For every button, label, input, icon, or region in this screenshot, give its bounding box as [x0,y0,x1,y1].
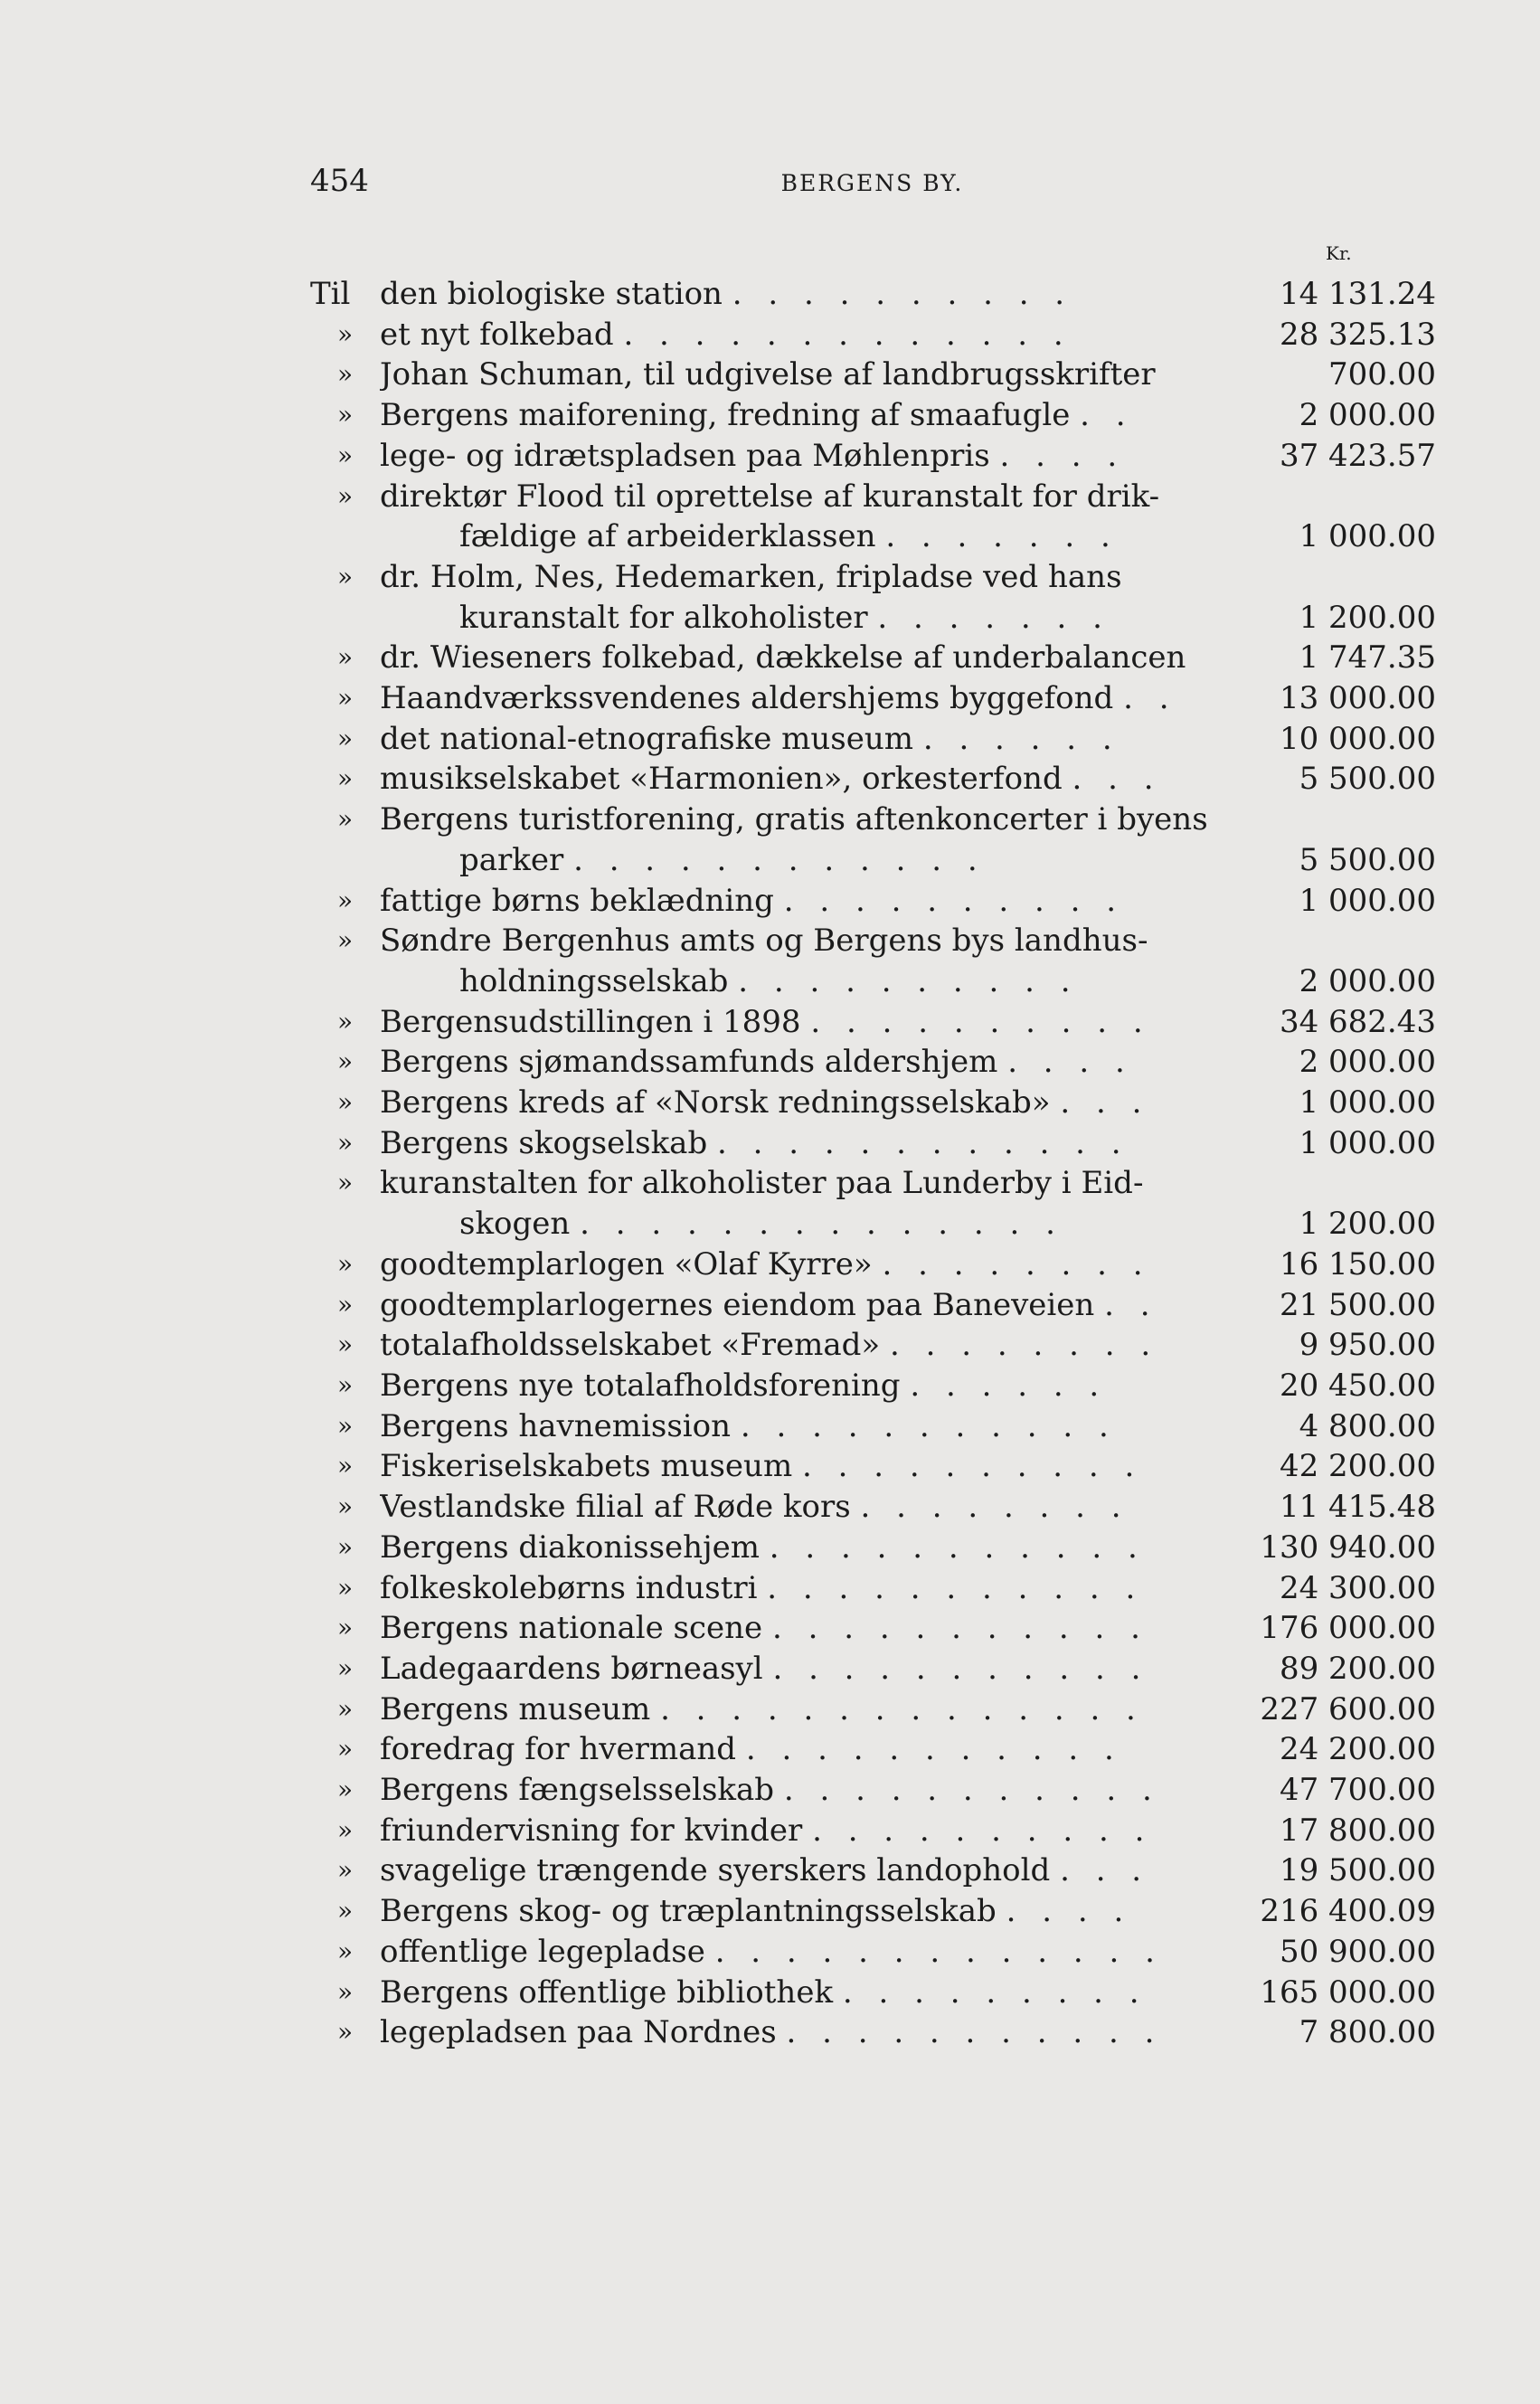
entry-amount: 14 131.24 [1279,276,1436,312]
dot-leader: . . . . . . . . . . [802,1448,1143,1485]
entry-prefix: » [337,1775,354,1805]
entry-prefix: Til [310,276,351,312]
list-item [310,800,1436,880]
dot-leader: . . . . . . . . . . . . . [623,316,1072,353]
list-item [310,1932,1436,1973]
list-item [310,678,1436,719]
entry-text: Bergens nationale scene [380,1610,763,1647]
entry-prefix: » [337,1087,354,1118]
dot-leader: . . . . . . . . . . [810,1003,1151,1040]
entry-amount: 1 000.00 [1299,518,1436,555]
entry-text: legepladsen paa Nordnes [380,2014,777,2051]
list-item [310,1446,1436,1487]
list-item [310,1002,1436,1043]
dot-leader: . . . . . . . . . . [732,276,1073,312]
entry-text: lege- og idrætspladsen paa Møhlenpris [380,437,990,474]
list-item [310,1245,1436,1285]
dot-leader: . . . . . . . . . [842,1973,1148,2011]
entry-text: musikselskabet «Harmonien», orkesterfond [380,761,1063,798]
entry-amount: 16 150.00 [1279,1245,1436,1282]
entry-text: Bergensudstillingen i 1898 [380,1003,801,1040]
entry-prefix: » [337,1976,354,2007]
entry-amount: 1 747.35 [1299,639,1436,677]
entry-prefix: » [337,1046,354,1077]
dot-leader: . . . . . . . . . . . . [717,1124,1129,1161]
appropriation-list [310,274,1436,2053]
list-item [310,355,1436,395]
entry-prefix: » [337,359,354,390]
entry-prefix: » [337,885,354,915]
entry-text: dr. Wieseners folkebad, dækkelse af underbalancen [380,639,1186,677]
list-item [310,759,1436,800]
entry-prefix: » [337,400,354,431]
entry-text: Bergens sjømandssamfunds aldershjem [380,1044,998,1081]
entry-amount: 227 600.00 [1260,1690,1436,1727]
entry-amount: 9 950.00 [1299,1327,1436,1364]
entry-amount: 17 800.00 [1279,1812,1436,1849]
entry-prefix: » [337,480,354,511]
entry-text: Bergens kreds af «Norsk redningsselskab» [380,1084,1051,1122]
entry-prefix: » [337,2017,354,2048]
list-item [310,719,1436,760]
list-item [310,2012,1436,2053]
page-number: 454 [310,163,369,199]
entry-amount: 1 200.00 [1299,1206,1436,1243]
entry-text: Bergens maiforening, fredning af smaafugle [380,397,1071,434]
list-item [310,638,1436,678]
entry-amount: 21 500.00 [1279,1286,1436,1323]
entry-amount: 700.00 [1328,356,1436,393]
dot-leader: . . . . . . . . . . . [786,2014,1163,2051]
list-item [310,1487,1436,1528]
entry-text: kuranstalt for alkoholister [459,599,868,636]
entry-amount: 28 325.13 [1279,316,1436,353]
entry-prefix: » [337,440,354,470]
entry-text: holdningsselskab [459,962,729,999]
entry-amount: 42 200.00 [1279,1448,1436,1485]
dot-leader: . . . . . . . . . . . [772,1650,1149,1687]
entry-text: svagelige trængende syerskers landophold [380,1852,1051,1889]
list-item [310,1123,1436,1164]
entry-amount: 24 300.00 [1279,1569,1436,1606]
entry-text: skogen [459,1206,571,1243]
dot-leader: . . . . [999,437,1126,474]
entry-text: Bergens fængselsselskab [380,1772,775,1809]
page-header [310,163,1434,208]
entry-amount: 47 700.00 [1279,1772,1436,1809]
dot-leader: . . . . . . . . . . . . . . [580,1206,1063,1243]
entry-prefix: » [337,642,354,673]
entry-amount: 216 400.09 [1260,1893,1436,1930]
list-item [310,1325,1436,1366]
dot-leader: . . . . . . . [885,518,1119,555]
list-item [310,1811,1436,1851]
dot-leader: . . . . . . . . [860,1489,1129,1526]
dot-leader: . . . . . . . . . . [812,1812,1153,1849]
entry-amount: 2 000.00 [1299,962,1436,999]
entry-text: et nyt folkebad [380,316,614,353]
dot-leader: . . . . . . . . [882,1245,1151,1282]
running-title: BERGENS BY. [780,170,964,196]
entry-amount: 176 000.00 [1260,1610,1436,1647]
entry-amount: 34 682.43 [1279,1003,1436,1040]
list-item [310,1689,1436,1730]
dot-leader: . . . [1060,1852,1150,1889]
dot-leader: . . . . . . . . . . . . [573,841,986,878]
dot-leader: . . . . . . . . . . [783,882,1125,919]
entry-amount: 10 000.00 [1279,720,1436,757]
entry-text: Ladegaardens børneasyl [380,1650,763,1687]
entry-text: Bergens skogselskab [380,1124,708,1161]
list-item [310,1608,1436,1649]
entry-prefix: » [337,1572,354,1603]
dot-leader: . . . . . . [910,1367,1108,1404]
entry-prefix: » [337,1330,354,1360]
dot-leader: . . . . . . . . . . . [745,1731,1122,1768]
list-item [310,1973,1436,2013]
entry-amount: 37 423.57 [1279,437,1436,474]
entry-text: direktør Flood til oprettelse af kuranstalt for drik- [380,478,1160,515]
list-item [310,274,1436,315]
list-item [310,436,1436,477]
entry-amount: 5 500.00 [1299,841,1436,878]
dot-leader: . . . . . . [922,720,1120,757]
list-item [310,1649,1436,1689]
entry-text: friundervisning for kvinder [380,1812,803,1849]
entry-amount: 50 900.00 [1279,1933,1436,1970]
dot-leader: . . . . . . . . . . . . . . [660,1690,1144,1727]
entry-text: Bergens nye totalafholdsforening [380,1367,901,1404]
dot-leader: . . . . [1007,1044,1133,1081]
list-item [310,881,1436,922]
entry-text: folkeskolebørns industri [380,1569,758,1606]
entry-text: parker [459,841,564,878]
list-item [310,1285,1436,1326]
entry-prefix: » [337,1248,354,1279]
entry-amount: 5 500.00 [1299,761,1436,798]
dot-leader: . . . . . . . . . . . . . [714,1933,1163,1970]
entry-prefix: » [337,1168,354,1198]
entry-prefix: » [337,318,354,349]
entry-prefix: » [337,1693,354,1724]
entry-prefix: » [337,1613,354,1643]
entry-prefix: » [337,1531,354,1562]
dot-leader: . . . . . . . . . . . [740,1407,1117,1444]
entry-text: Bergens skog- og træplantningsselskab [380,1893,997,1930]
entry-amount: 2 000.00 [1299,397,1436,434]
list-item [310,395,1436,436]
list-item [310,477,1436,557]
entry-prefix: » [337,1896,354,1926]
entry-text: Bergens turistforening, gratis aftenkoncerter i byens [380,801,1208,838]
dot-leader: . . . [1060,1084,1150,1122]
list-item [310,1770,1436,1811]
entry-prefix: » [337,683,354,714]
list-item [310,557,1436,638]
entry-prefix: » [337,723,354,753]
entry-amount: 1 000.00 [1299,1084,1436,1122]
entry-text: Søndre Bergenhus amts og Bergens bys landhus- [380,923,1148,960]
entry-amount: 1 200.00 [1299,599,1436,636]
entry-text: Bergens havnemission [380,1407,732,1444]
list-item [310,1406,1436,1447]
entry-text: foredrag for hvermand [380,1731,737,1768]
entry-amount: 7 800.00 [1299,2014,1436,2051]
entry-prefix: » [337,1936,354,1966]
entry-text: det national-etnografiske museum [380,720,914,757]
list-item [310,1568,1436,1609]
dot-leader: . . . . [1006,1893,1132,1930]
entry-amount: 4 800.00 [1299,1407,1436,1444]
list-item [310,1083,1436,1123]
entry-prefix: » [337,925,354,956]
entry-amount: 89 200.00 [1279,1650,1436,1687]
list-item [310,1850,1436,1891]
currency-label: Kr. [1326,242,1352,264]
entry-text: Fiskeriselskabets museum [380,1448,793,1485]
dot-leader: . . . . . . . . . . . [769,1529,1146,1566]
entry-prefix: » [337,1491,354,1522]
entry-text: Vestlandske filial af Røde kors [380,1489,851,1526]
list-item [310,1528,1436,1568]
entry-text: goodtemplarlogernes eiendom paa Baneveien [380,1286,1095,1323]
list-item [310,1729,1436,1770]
entry-prefix: » [337,1652,354,1683]
dot-leader: . . . . . . . . . . . [783,1772,1160,1809]
dot-leader: . . . . . . . . . . [738,962,1079,999]
dot-leader: . . . . . . . . . . . [772,1610,1148,1647]
dot-leader: . . [1104,1286,1158,1323]
entry-text: kuranstalten for alkoholister paa Lunderby i Eid- [380,1165,1144,1202]
list-item [310,921,1436,1001]
entry-text: Johan Schuman, til udgivelse af landbrugsskrifter [380,356,1156,393]
entry-prefix: » [337,804,354,835]
dot-leader: . . [1123,680,1177,717]
entry-text: goodtemplarlogen «Olaf Kyrre» [380,1245,873,1282]
dot-leader: . . . [1072,761,1162,798]
entry-prefix: » [337,1814,354,1845]
entry-text: offentlige legepladse [380,1933,705,1970]
entry-text: fattige børns beklædning [380,882,774,919]
list-item [310,1366,1436,1406]
entry-prefix: » [337,1289,354,1320]
dot-leader: . . . . . . . [877,599,1110,636]
entry-amount: 165 000.00 [1260,1973,1436,2011]
entry-amount: 1 000.00 [1299,1124,1436,1161]
list-item [310,1042,1436,1083]
entry-prefix: » [337,1734,354,1765]
entry-prefix: » [337,1855,354,1886]
list-item [310,315,1436,355]
list-item [310,1163,1436,1244]
dot-leader: . . . . . . . . . . . [767,1569,1144,1606]
entry-text: fældige af arbeiderklassen [459,518,876,555]
entry-text: dr. Holm, Nes, Hedemarken, fripladse ved hans [380,558,1122,595]
entry-prefix: » [337,561,354,592]
entry-amount: 20 450.00 [1279,1367,1436,1404]
entry-text: Haandværkssvendenes aldershjems byggefond [380,680,1114,717]
dot-leader: . . . . . . . . [890,1327,1159,1364]
entry-text: Bergens diakonissehjem [380,1529,760,1566]
entry-text: den biologiske station [380,276,723,312]
entry-prefix: » [337,1369,354,1400]
entry-amount: 13 000.00 [1279,680,1436,717]
entry-text: totalafholdsselskabet «Fremad» [380,1327,881,1364]
entry-prefix: » [337,1410,354,1441]
entry-amount: 2 000.00 [1299,1044,1436,1081]
entry-amount: 11 415.48 [1279,1489,1436,1526]
entry-amount: 24 200.00 [1279,1731,1436,1768]
entry-amount: 130 940.00 [1260,1529,1436,1566]
entry-text: Bergens offentlige bibliothek [380,1973,834,2011]
entry-text: Bergens museum [380,1690,651,1727]
entry-prefix: » [337,1451,354,1481]
list-item [310,1891,1436,1932]
entry-amount: 19 500.00 [1279,1852,1436,1889]
entry-prefix: » [337,1127,354,1158]
entry-prefix: » [337,1006,354,1036]
entry-prefix: » [337,763,354,794]
dot-leader: . . [1080,397,1134,434]
entry-amount: 1 000.00 [1299,882,1436,919]
